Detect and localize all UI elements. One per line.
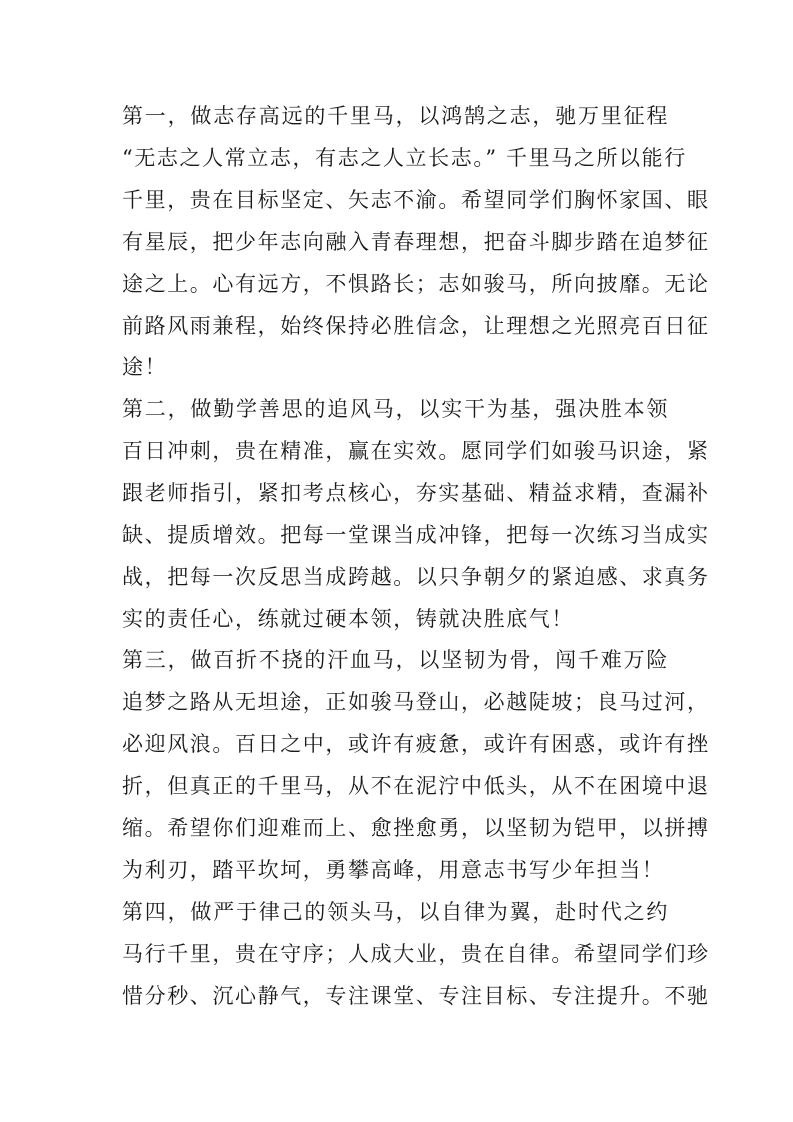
paragraph-line: “无志之人常立志，有志之人立长志。” 千里马之所以能行 <box>122 146 687 170</box>
paragraph-line: 必迎风浪。百日之中，或许有疲惫，或许有困惑，或许有挫 <box>122 732 710 756</box>
section-heading-4: 第四，做严于律己的领头马，以自律为翼，赴时代之约 <box>122 900 670 924</box>
paragraph-line: 千里，贵在目标坚定、矢志不渝。希望同学们胸怀家国、眼 <box>122 188 710 212</box>
section-heading-3: 第三，做百折不挠的汗血马，以坚韧为骨，闯千难万险 <box>122 648 670 672</box>
paragraph-line: 为利刃，踏平坎坷，勇攀高峰，用意志书写少年担当！ <box>122 858 665 882</box>
paragraph-line: 前路风雨兼程，始终保持必胜信念，让理想之光照亮百日征 <box>122 314 710 338</box>
paragraph-line: 跟老师指引，紧扣考点核心，夯实基础、精益求精，查漏补 <box>122 481 710 505</box>
paragraph-line: 百日冲刺，贵在精准，赢在实效。愿同学们如骏马识途，紧 <box>122 439 710 463</box>
paragraph-line: 马行千里，贵在守序；人成大业，贵在自律。希望同学们珍 <box>122 942 710 966</box>
paragraph-line: 途之上。心有远方，不惧路长；志如骏马，所向披靡。无论 <box>122 272 710 296</box>
paragraph-line: 追梦之路从无坦途，正如骏马登山，必越陡坡；良马过河， <box>122 690 710 714</box>
paragraph-line: 战，把每一次反思当成跨越。以只争朝夕的紧迫感、求真务 <box>122 565 710 589</box>
section-heading-1: 第一，做志存高远的千里马，以鸿鹄之志，驰万里征程 <box>122 104 670 128</box>
paragraph-line: 实的责任心，练就过硬本领，铸就决胜底气！ <box>122 607 574 631</box>
paragraph-line: 惜分秒、沉心静气，专注课堂、专注目标、专注提升。不驰 <box>122 984 710 1008</box>
paragraph-line: 途！ <box>122 355 168 379</box>
paragraph-line: 缺、提质增效。把每一堂课当成冲锋，把每一次练习当成实 <box>122 523 710 547</box>
section-heading-2: 第二，做勤学善思的追风马，以实干为基，强决胜本领 <box>122 397 670 421</box>
paragraph-line: 有星辰，把少年志向融入青春理想，把奋斗脚步踏在追梦征 <box>122 230 710 254</box>
paragraph-line: 折，但真正的千里马，从不在泥泞中低头，从不在困境中退 <box>122 774 710 798</box>
paragraph-line: 缩。希望你们迎难而上、愈挫愈勇，以坚韧为铠甲，以拼搏 <box>122 816 710 840</box>
